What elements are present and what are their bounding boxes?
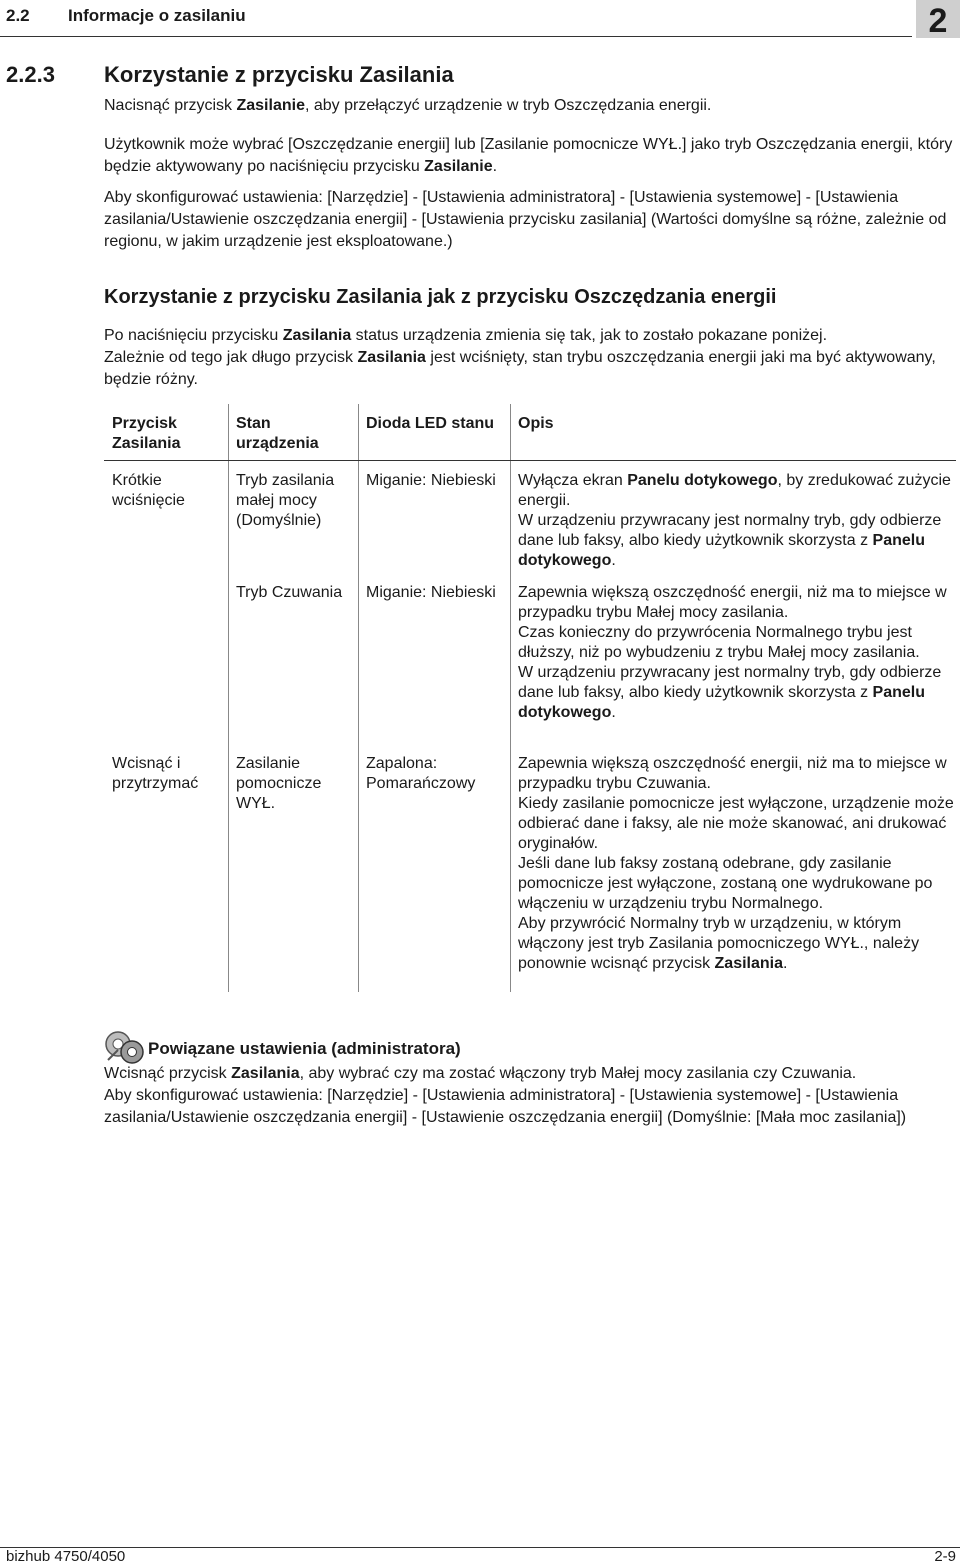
related-paragraph-1: Wcisnąć przycisk Zasilania, aby wybrać czy ma zostać włączony tryb Małej mocy zasilania czy Czuwania. xyxy=(104,1065,857,1082)
cell-state: Zasilanie pomocnicze WYŁ. xyxy=(236,755,322,812)
header-power-button: Przycisk Zasilania xyxy=(112,415,181,452)
related-paragraph-2: Aby skonfigurować ustawienia: [Narzędzie] - [Ustawienia administratora] - [Ustawienia systemowe] - [Ustawienia zasilania/Ustawienie oszczędzania energii] - [Ustawienie oszczędzania energii] (Domyślnie: [Mała moc zasilania]) xyxy=(104,1087,907,1126)
header-section-number: 2.2 xyxy=(6,6,30,25)
related-settings-icon xyxy=(104,1030,146,1066)
cell-description: Zapewnia większą oszczędność energii, niż ma to miejsce w przypadku trybu Małej mocy zasilania. Czas konieczny do przywrócenia Normalnego trybu jest dłuższy, niż po wybudzeniu z trybu Małej mocy zasilania. W urządzeniu przywracany jest normalny tryb, gdy odbierze dane lub faksy, albo kiedy użytkownik skorzysta z Panelu dotykowego. xyxy=(518,584,947,721)
cell-led: Zapalona: Pomarańczowy xyxy=(366,755,476,792)
cell-state: Tryb Czuwania xyxy=(236,584,343,601)
section-title: Korzystanie z przycisku Zasilania xyxy=(104,62,454,87)
header-status-led: Dioda LED stanu xyxy=(366,415,495,432)
related-settings-title: Powiązane ustawienia (administratora) xyxy=(148,1039,461,1058)
chapter-tab: 2 xyxy=(916,0,960,38)
header-rule xyxy=(0,36,912,37)
cell-led: Miganie: Niebieski xyxy=(366,472,496,489)
table-row xyxy=(104,744,956,992)
cell-description: Zapewnia większą oszczędność energii, niż ma to miejsce w przypadku trybu Czuwania. Kiedy zasilanie pomocnicze jest wyłączone, urządzenie może odbierać dane i faksy, ale nie może skanować, ani drukować oryginałów. Jeśli dane lub faksy zostaną odebrane, gdy zasilanie pomocnicze jest wyłączone, zostaną one wydrukowane po włączeniu w urządzeniu trybu Normalnego. Aby przywrócić Normalny tryb w urządzeniu, w którym włączony jest tryb Zasilania pomocniczego WYŁ., należy ponownie wcisnąć przycisk Zasilania. xyxy=(518,755,954,972)
cell-button: Wcisnąć i przytrzymać xyxy=(112,755,199,792)
cell-state: Tryb zasilania małej mocy (Domyślnie) xyxy=(236,472,335,529)
table-row xyxy=(104,461,956,573)
cell-description: Wyłącza ekran Panelu dotykowego, by zredukować zużycie energii. W urządzeniu przywracany jest normalny tryb, gdy odbierze dane lub faksy, albo kiedy użytkownik skorzysta z Panelu dotykowego. xyxy=(518,472,951,569)
footer-rule xyxy=(0,1547,960,1548)
section-number: 2.2.3 xyxy=(6,62,55,87)
header-device-state: Stan urządzenia xyxy=(236,415,319,452)
header-description: Opis xyxy=(518,415,554,432)
header-section-title: Informacje o zasilaniu xyxy=(68,6,246,25)
intro-paragraph-1: Nacisnąć przycisk Zasilanie, aby przełączyć urządzenie w tryb Oszczędzania energii. xyxy=(104,97,712,114)
table-header-row xyxy=(104,404,956,461)
power-button-table xyxy=(104,404,956,992)
intro-paragraph-3: Aby skonfigurować ustawienia: [Narzędzie] - [Ustawienia administratora] - [Ustawienia systemowe] - [Ustawienia zasilania/Ustawienie oszczędzania energii] - [Ustawienia przycisku zasilania] (Wartości domyślne są różne, zależnie od regionu, w jakim urządzenie jest eksploatowane.) xyxy=(104,189,947,250)
footer-model: bizhub 4750/4050 xyxy=(6,1548,126,1565)
footer-page-number: 2-9 xyxy=(934,1548,956,1565)
intro-paragraph-2: Użytkownik może wybrać [Oszczędzanie energii] lub [Zasilanie pomocnicze WYŁ.] jako tryb Oszczędzania energii, który będzie aktywowany po naciśnięciu przycisku Zasilanie. xyxy=(104,136,953,175)
cell-led: Miganie: Niebieski xyxy=(366,584,496,601)
cell-button: Krótkie wciśnięcie xyxy=(112,472,185,509)
subsection-paragraph-1: Po naciśnięciu przycisku Zasilania status urządzenia zmienia się tak, jak to zostało pokazane poniżej. Zależnie od tego jak długo przycisk Zasilania jest wciśnięty, stan trybu oszczędzania energii jaki ma być aktywowany, będzie różny. xyxy=(104,327,936,388)
table-row xyxy=(104,573,956,744)
subsection-title: Korzystanie z przycisku Zasilania jak z przycisku Oszczędzania energii xyxy=(104,286,777,308)
